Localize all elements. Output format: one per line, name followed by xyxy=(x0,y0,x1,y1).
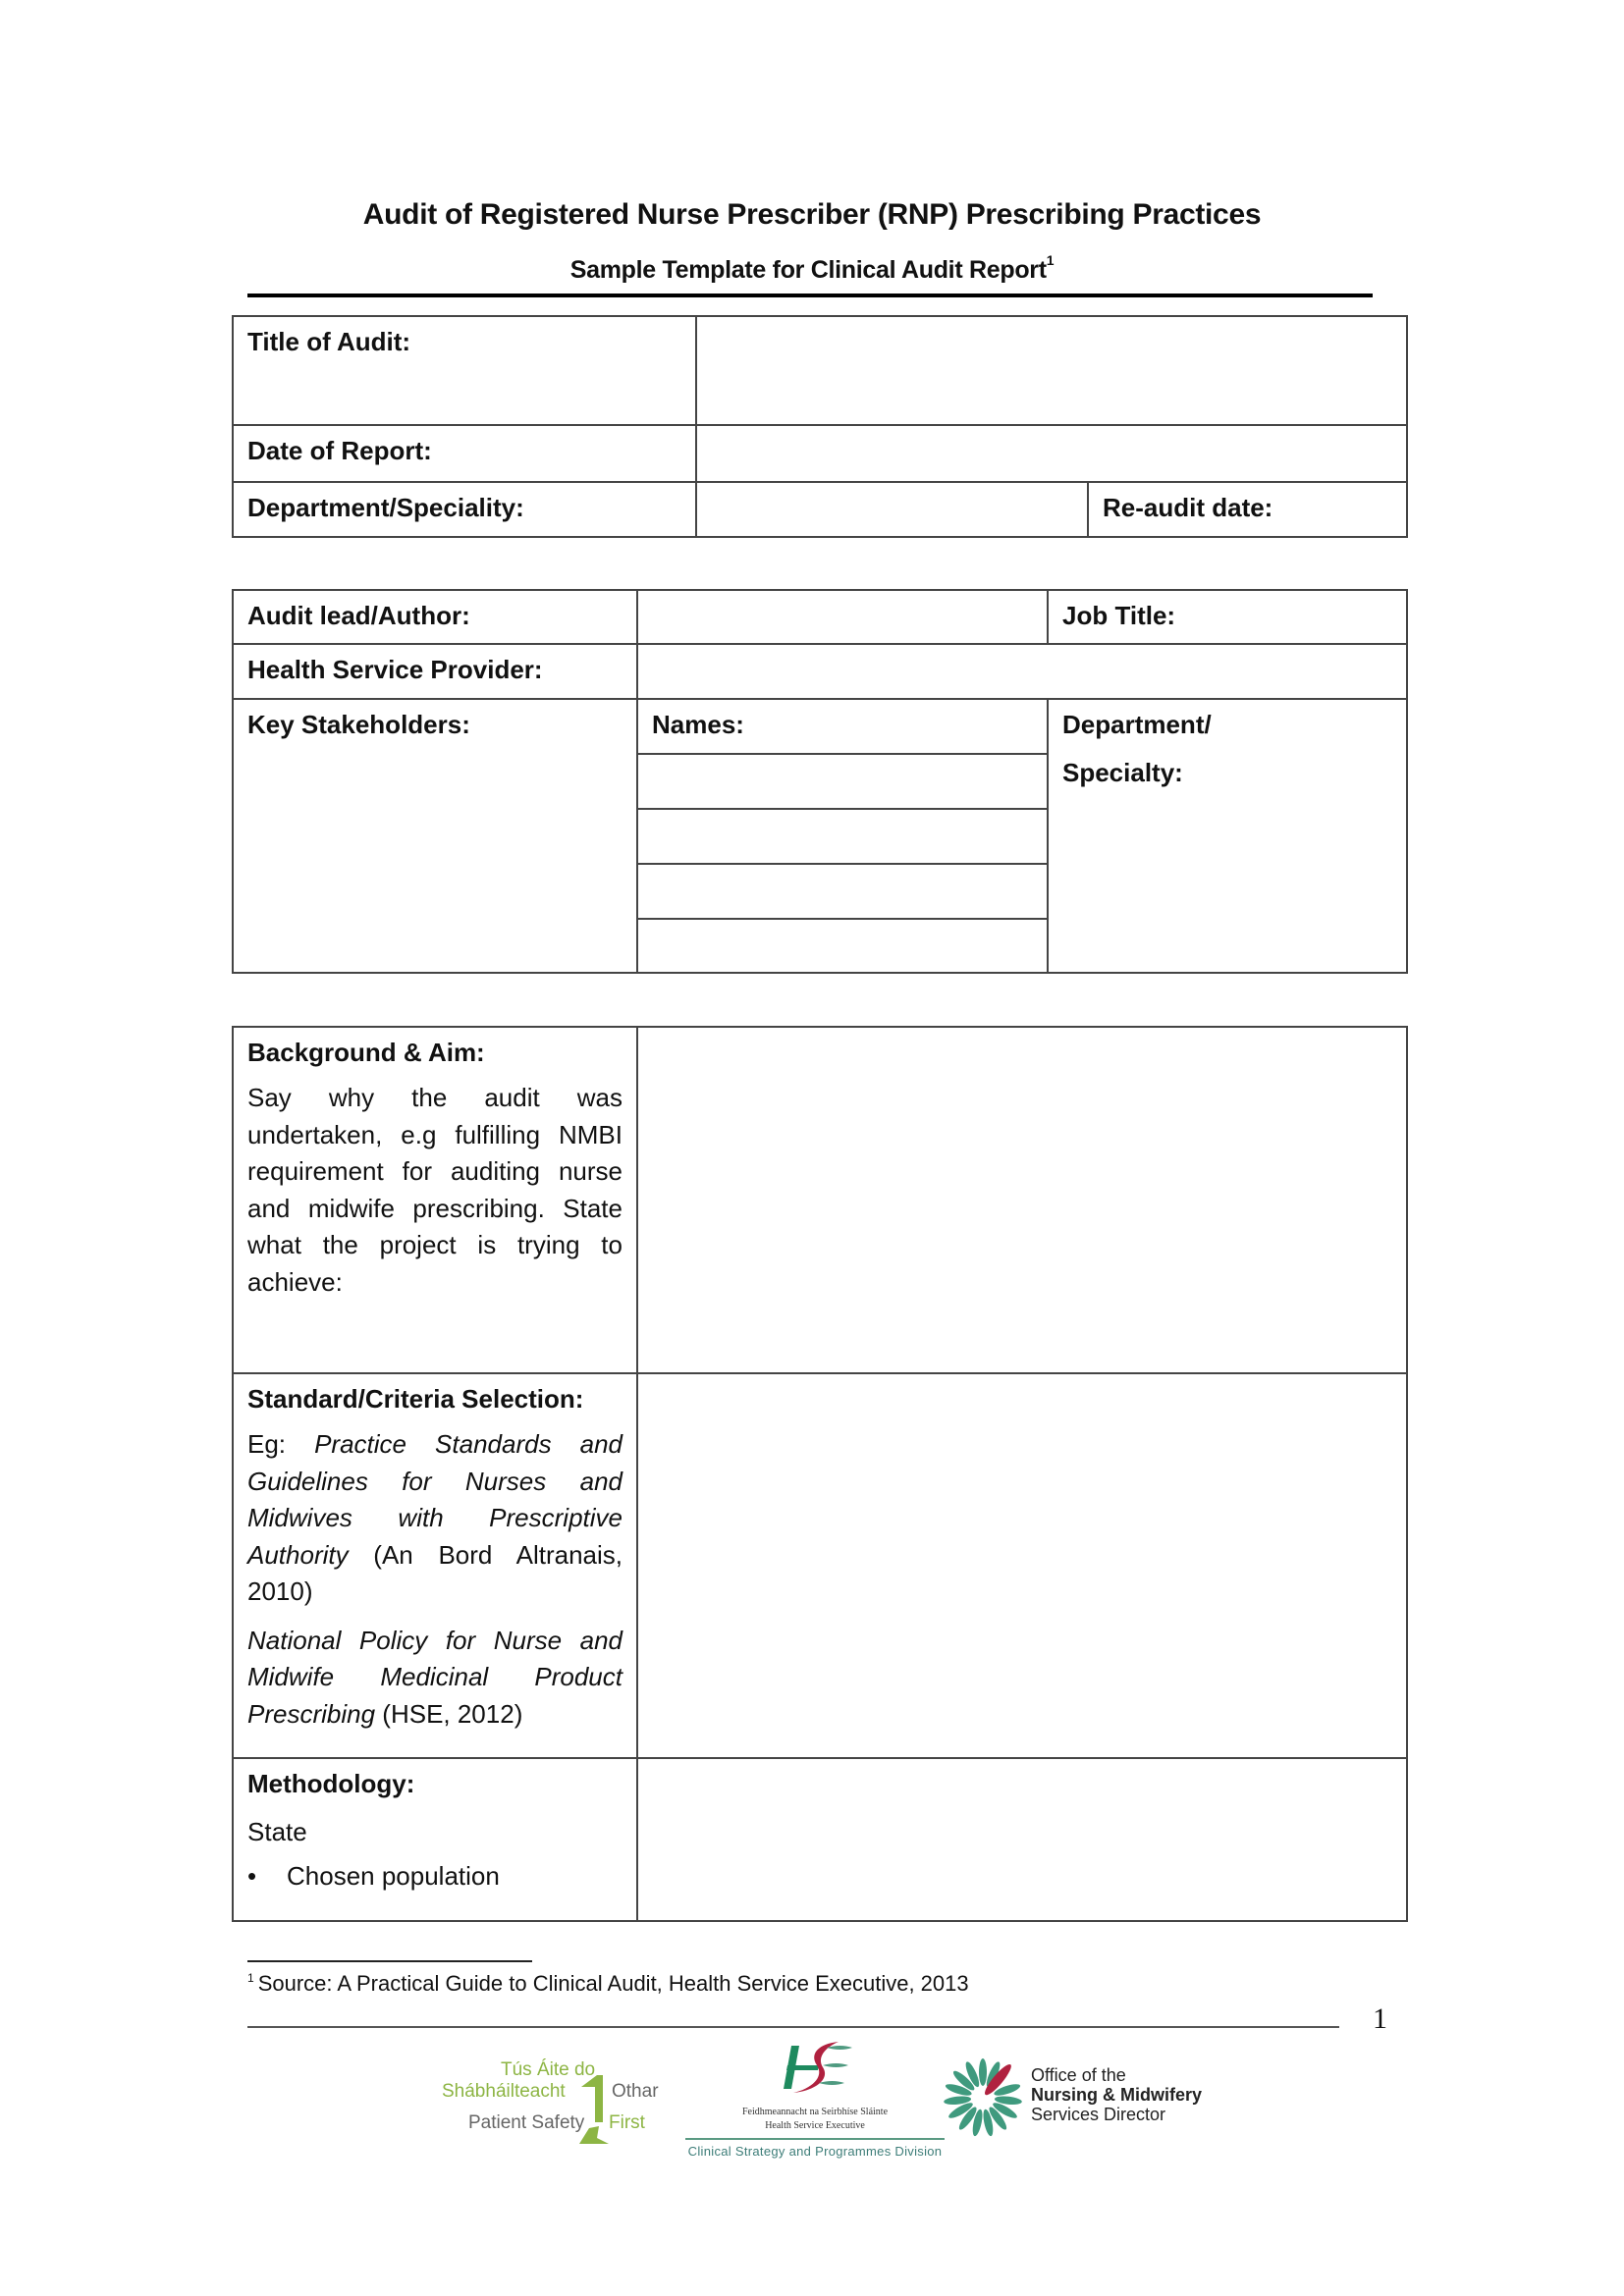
stakeholder-department-cell[interactable] xyxy=(1048,699,1407,973)
title-of-audit-label: Title of Audit: xyxy=(247,327,411,356)
reference-2-title: National Policy for Nurse and Midwife Medicinal Product Prescribing xyxy=(247,1625,623,1729)
department-field[interactable] xyxy=(696,482,1088,537)
methodology-cell xyxy=(233,1758,637,1921)
psf-line1: Tús Áite do xyxy=(501,2059,596,2080)
psf-line2b: Othar xyxy=(612,2081,659,2102)
standard-criteria-label: Standard/Criteria Selection: xyxy=(247,1384,584,1414)
bullet-text: Chosen population xyxy=(287,1861,500,1891)
department-label-line1: Department/ xyxy=(1062,710,1212,739)
reaudit-date-label: Re-audit date: xyxy=(1103,493,1273,522)
psf-line2a: Shábháilteacht xyxy=(442,2081,566,2102)
date-of-report-label: Date of Report: xyxy=(247,436,432,465)
number-one-figure-icon xyxy=(577,2073,611,2148)
standard-reference-2 xyxy=(247,1623,623,1734)
hse-irish-name: Feidhmeannacht na Seirbhíse Sláinte xyxy=(741,2107,889,2117)
health-service-provider-label-cell xyxy=(233,644,637,699)
audit-info-table xyxy=(232,315,1408,538)
hse-mark-icon xyxy=(780,2040,858,2095)
methodology-intro: State xyxy=(247,1817,307,1846)
department-label-cell xyxy=(233,482,696,537)
footnote-text: Source: A Practical Guide to Clinical Audit, Health Service Executive, 2013 xyxy=(257,1971,969,1996)
reference-1-source: (An Bord Altranais, 2010) xyxy=(247,1539,623,1606)
document-title: Audit of Registered Nurse Prescriber (RNP) Prescribing Practices xyxy=(362,198,1262,231)
stakeholder-name-field-3[interactable] xyxy=(637,864,1048,919)
hse-english-name: Health Service Executive xyxy=(765,2120,865,2131)
methodology-label: Methodology: xyxy=(247,1769,415,1798)
hse-logo xyxy=(677,2040,952,2177)
title-of-audit-label-cell xyxy=(233,316,696,425)
audit-lead-label-cell xyxy=(233,590,637,644)
job-title-label: Job Title: xyxy=(1062,601,1176,630)
audit-details-table xyxy=(232,1026,1408,1922)
bullet-icon: • xyxy=(247,1861,257,1891)
document-subtitle xyxy=(0,252,1624,285)
specialty-label-line2: Specialty: xyxy=(1062,758,1183,787)
psf-line3b: First xyxy=(609,2112,645,2133)
hse-division-name: Clinical Strategy and Programmes Division xyxy=(687,2144,943,2159)
methodology-field[interactable] xyxy=(637,1758,1407,1921)
health-service-provider-label: Health Service Provider: xyxy=(247,655,543,684)
audit-lead-field[interactable] xyxy=(637,590,1048,644)
department-speciality-label: Department/Speciality: xyxy=(247,493,524,522)
footnote-marker: 1 xyxy=(247,1971,254,1985)
background-aim-field[interactable] xyxy=(637,1027,1407,1373)
stakeholder-name-field-2[interactable] xyxy=(637,809,1048,864)
onmsd-line2: Nursing & Midwifery xyxy=(1031,2085,1203,2105)
title-rule xyxy=(247,294,1373,297)
background-aim-guidance: Say why the audit was undertaken, e.g fulfilling NMBI requirement for auditing nurse and midwife prescribing. State what the project is trying to achieve: xyxy=(247,1083,623,1297)
background-aim-label: Background & Aim: xyxy=(247,1038,485,1067)
page-number: 1 xyxy=(1373,2002,1387,2035)
standard-reference-1 xyxy=(247,1426,623,1611)
psf-line3a: Patient Safety xyxy=(468,2112,585,2133)
title-of-audit-field[interactable] xyxy=(696,316,1407,425)
names-header-cell xyxy=(637,699,1048,754)
standard-criteria-cell xyxy=(233,1373,637,1758)
job-title-cell[interactable] xyxy=(1048,590,1407,644)
onmsd-line1: Office of the xyxy=(1031,2065,1126,2085)
methodology-bullet-item xyxy=(247,1861,623,1892)
patient-safety-first-logo xyxy=(442,2059,677,2167)
standard-criteria-field[interactable] xyxy=(637,1373,1407,1758)
key-stakeholders-label: Key Stakeholders: xyxy=(247,710,470,739)
hse-divider xyxy=(685,2138,945,2140)
onmsd-line3: Services Director xyxy=(1031,2105,1166,2124)
reference-2-source: (HSE, 2012) xyxy=(375,1698,523,1729)
date-of-report-field[interactable] xyxy=(696,425,1407,482)
footnote xyxy=(247,1971,969,1997)
footer-rule xyxy=(247,2026,1339,2028)
date-of-report-label-cell xyxy=(233,425,696,482)
reaudit-date-cell[interactable] xyxy=(1088,482,1407,537)
subtitle-text: Sample Template for Clinical Audit Report xyxy=(569,256,1047,284)
starburst-flower-icon xyxy=(941,2056,1025,2140)
footnote-ref[interactable]: 1 xyxy=(1046,252,1055,268)
stakeholder-name-field-4[interactable] xyxy=(637,919,1048,973)
audit-lead-label: Audit lead/Author: xyxy=(247,601,470,630)
background-aim-cell xyxy=(233,1027,637,1373)
stakeholder-name-field-1[interactable] xyxy=(637,754,1048,809)
audit-team-table xyxy=(232,589,1408,974)
key-stakeholders-cell xyxy=(233,699,637,973)
reference-1-title: Practice Standards and Guidelines for Nurses and Midwives with Prescriptive Authority xyxy=(247,1429,623,1570)
health-service-provider-field[interactable] xyxy=(637,644,1407,699)
footnote-separator xyxy=(247,1960,532,1962)
names-label: Names: xyxy=(652,710,744,739)
eg-prefix: Eg: xyxy=(247,1429,315,1459)
onmsd-logo xyxy=(941,2054,1216,2152)
